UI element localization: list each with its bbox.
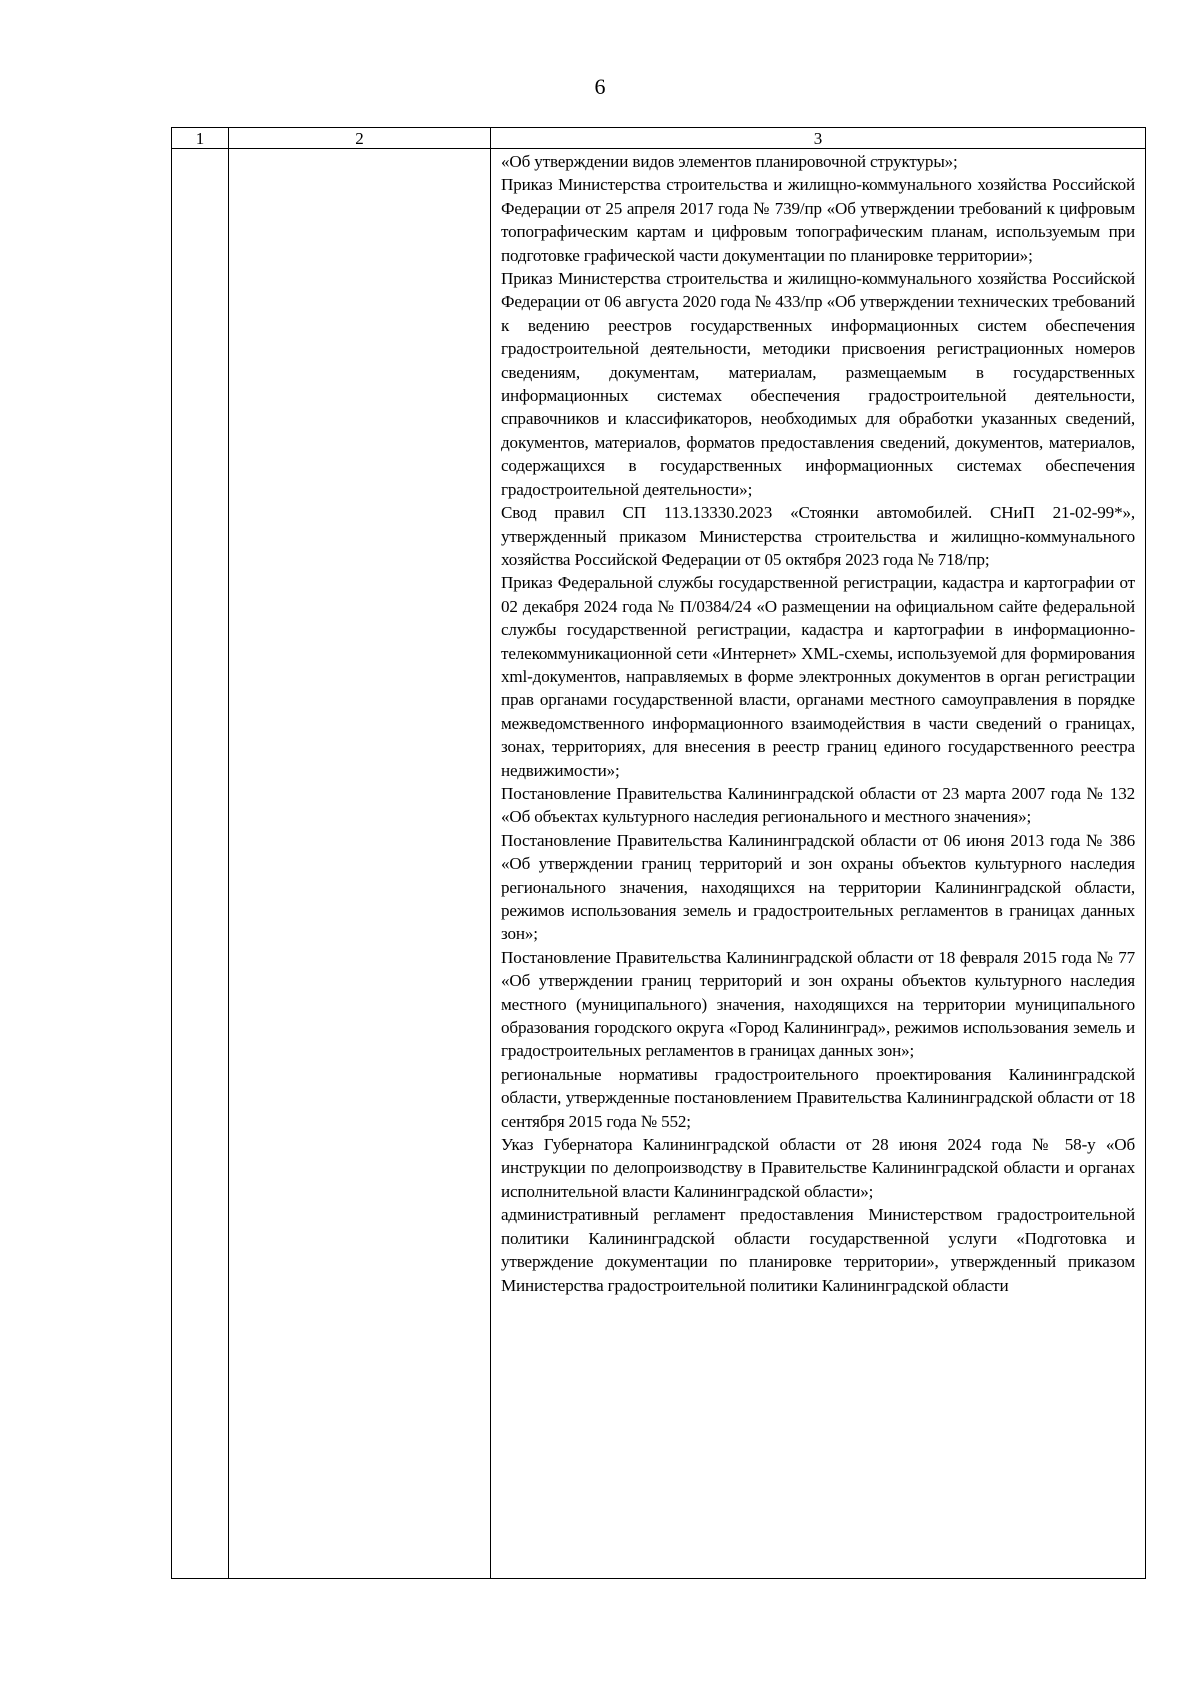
paragraph-order-433: Приказ Министерства строительства и жилищно-коммунального хозяйства Российской Федерации от 06 августа 2020 года № 433/пр «Об утверждении технических требований к ведению реестров государственных информационных систем обеспечения градостроительной деятельности, методики присвоения регистрационных номеров сведениям, документам, материалам, размещаемым в государственных информационных системах обеспечения градостроительной деятельности, справочников и классификаторов, необходимых для обработки указанных сведений, документов, материалов, форматов предоставления сведений, документов, материалов, содержащихся в государственных информационных системах обеспечения градостроительной деятельности»; [501,269,1135,499]
table-header-row [172,128,1146,149]
column-header-3: 3 [491,128,1146,149]
column-2-cell [229,149,491,1579]
paragraph-decree-58: Указ Губернатора Калининградской области от 28 июня 2024 года № 58-у «Об инструкции по делопроизводству в Правительстве Калининградской области и органах исполнительной власти Калининградской области»; [501,1135,1135,1201]
paragraph-regional-norms: региональные нормативы градостроительного проектирования Калининградской области, утвержденные постановлением Правительства Калининградской области от 18 сентября 2015 года № 552; [501,1064,1135,1131]
page-number: 6 [594,74,606,99]
paragraph-order-739: Приказ Министерства строительства и жилищно-коммунального хозяйства Российской Федерации от 25 апреля 2017 года № 739/пр «Об утверждении требований к цифровым топографическим картам и цифровым топографическим планам, используемым при подготовке графической части документации по планировке территории»; [501,175,1135,265]
paragraph-admin-regulation: административный регламент предоставления Министерством градостроительной политики Калининградской области государственной услуги «Подготовка и утверждение документации по планировке территории», утвержденный приказом Министерства градостроительной политики Калининградской области [501,1205,1135,1295]
column-3-cell [491,149,1146,1579]
document-table [171,127,1146,1579]
column-header-2: 2 [229,128,491,149]
column-header-1: 1 [172,128,229,149]
paragraph-planning-structure: «Об утверждении видов элементов планировочной структуры»; [501,152,958,171]
column-1-cell [172,149,229,1579]
paragraph-sp-113: Свод правил СП 113.13330.2023 «Стоянки автомобилей. СНиП 21-02-99*», утвержденный приказом Министерства строительства и жилищно-коммунального хозяйства Российской Федерации от 05 октября 2023 года № 718/пр; [501,503,1135,569]
paragraph-order-p0384: Приказ Федеральной службы государственной регистрации, кадастра и картографии от 02 декабря 2024 года № П/0384/24 «О размещении на официальном сайте федеральной службы государственной регистрации, кадастра и картографии в информационно-телекоммуникационной сети «Интернет» XML-схемы, используемой для формирования xml-документов, направляемых в форме электронных документов в орган регистрации прав органами государственной власти, органами местного самоуправления в порядке межведомственного информационного взаимодействия в части сведений о границах, зонах, территориях, для внесения в реестр границ единого государственного реестра недвижимости»; [501,573,1135,780]
paragraph-resolution-132: Постановление Правительства Калининградской области от 23 марта 2007 года № 132 «Об объектах культурного наследия регионального и местного значения»; [501,783,1135,827]
paragraph-resolution-386: Постановление Правительства Калининградской области от 06 июня 2013 года № 386 «Об утверждении границ территорий и зон охраны объектов культурного наследия регионального значения, находящихся на территории Калининградской области, режимов использования земель и градостроительных регламентов в границах данных зон»; [501,830,1135,944]
paragraph-resolution-77: Постановление Правительства Калининградской области от 18 февраля 2015 года № 77 «Об утверждении границ территорий и зон охраны объектов культурного наследия местного (муниципального) значения, находящихся на территории муниципального образования городского округа «Город Калининград», режимов использования земель и градостроительных регламентов в границах данных зон»; [501,947,1135,1061]
table-row [172,149,1146,1579]
